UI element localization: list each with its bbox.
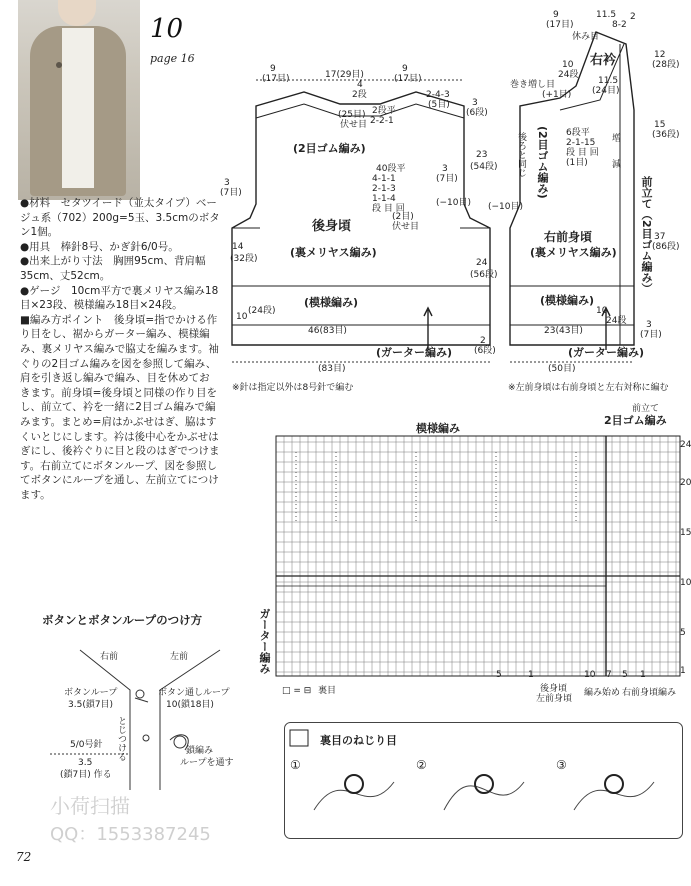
back-right-armhole-rows: (7目)	[436, 174, 458, 184]
watermark-line1: 小荷扫描	[50, 794, 130, 818]
back-armhole-dec-3: 1-1-4	[372, 194, 396, 204]
front-stitch2: (模様編み)	[540, 294, 595, 307]
attach-label: とじつける	[116, 716, 126, 761]
make-inc-count: (+1目)	[542, 90, 572, 100]
back-left-length: 14	[232, 242, 244, 252]
front-right-h2-rows: (36段)	[652, 130, 680, 140]
chart-right-front-label: 右前身頃編み	[622, 688, 677, 698]
left-front-label: 左前	[170, 652, 189, 662]
collar-title: 右衿	[590, 53, 617, 68]
button-through-size: 10(鎖18目)	[166, 700, 214, 710]
back-shoulder-top-rows: (5目)	[428, 100, 450, 110]
chart-row-20: 20	[680, 478, 691, 488]
chain-size: 3.5	[78, 758, 93, 768]
materials-block	[20, 196, 220, 502]
front-rest-label: 休み目	[572, 32, 600, 42]
chart-start-label: 編み始め	[584, 688, 621, 698]
front-minus10: (−10目)	[488, 202, 524, 212]
back-garter-label: (ガーター編み)	[376, 346, 453, 359]
chain-loop-label: 鎖編み	[186, 746, 214, 756]
front-top-width-rows: (17目)	[546, 20, 574, 30]
page-number: 72	[16, 850, 32, 864]
front-right-h3-rows: (86段)	[652, 242, 680, 252]
technique-step-3: ③	[556, 758, 567, 772]
front-top-right: 2	[630, 12, 636, 22]
button-loop-label: ボタンループ	[64, 688, 118, 698]
front-right-h2: 15	[654, 120, 666, 130]
hook-label: 5/0号針	[70, 740, 103, 750]
pattern-number: 10	[150, 14, 184, 44]
chart-pattern-title: 模様編み	[416, 422, 460, 435]
chart-col-1b: 1	[640, 670, 646, 680]
make-inc-label: 巻き増し目	[510, 80, 556, 90]
front-garter-label: (ガーター編み)	[568, 346, 645, 359]
front-top-width: 9	[553, 10, 559, 20]
back-armhole-dec-1: 4-1-1	[372, 174, 396, 184]
back-rib-label: (2目ゴム編み)	[293, 142, 366, 155]
front-width-bottom: 23(43目)	[544, 326, 583, 336]
back-armhole-dec-2: 2-1-3	[372, 184, 396, 194]
front-dec-label2: 減	[612, 160, 622, 170]
back-top-w1: 9	[270, 64, 276, 74]
front-right-h1-rows: (28段)	[652, 60, 680, 70]
chart-legend-equal: □ = ⊟	[282, 686, 312, 696]
chart-legend-purl: 裏目	[318, 686, 337, 696]
back-shoulder-top: 2-4-3	[426, 90, 450, 100]
back-top-w2: 17(29目)	[325, 70, 364, 80]
front-stitch1: (裏メリヤス編み)	[530, 246, 617, 259]
button-through-label: ボタン通しループ	[158, 688, 230, 698]
chart-rib-title: 2目ゴム編み	[604, 414, 667, 427]
back-armhole-bind: (2目)	[392, 212, 414, 222]
back-right-top: 3	[472, 98, 478, 108]
model-photo	[18, 0, 140, 200]
back-right-border: 2	[480, 336, 486, 346]
front-right-h3: 37	[654, 232, 666, 242]
collar-rows: 10	[562, 60, 574, 70]
back-minus10: (−10目)	[436, 198, 472, 208]
front-body-title: 右前身頃	[544, 230, 593, 244]
watermark-line2: QQ：1553387245	[50, 824, 211, 845]
back-left-armhole-rows: (7目)	[220, 188, 242, 198]
technique-step-1: ①	[290, 758, 301, 772]
back-stitch1: (裏メリヤス編み)	[290, 246, 377, 259]
back-top-w3: 9	[402, 64, 408, 74]
front-bottom-right: 3	[646, 320, 652, 330]
stitch-chart-grid	[276, 432, 688, 682]
back-shoulder-rows: 2段平	[372, 106, 396, 116]
tools-text: ●用具 棒針8号、かぎ針6/0号。	[20, 240, 179, 253]
back-right-height: 23	[476, 150, 488, 160]
front-right-h1: 12	[654, 50, 666, 60]
button-section-title: ボタンとボタンループのつけ方	[42, 613, 203, 627]
gauge-text: ●ゲージ 10cm平方で裏メリヤス編み18目×23段、模様編み18目×24段。	[20, 284, 219, 312]
technique-title: 裏目のねじり目	[320, 734, 397, 747]
back-right-lower-rows: (56段)	[470, 270, 498, 280]
chart-col-5b: 5	[622, 670, 628, 680]
chart-row-5: 5	[680, 628, 686, 638]
chart-garter-label: ガーター編み	[258, 608, 271, 674]
right-front-label: 右前	[100, 652, 119, 662]
back-right-top-rows: (6段)	[466, 108, 488, 118]
front-rib-vertical: (2目ゴム編み)	[536, 126, 549, 199]
back-right-height-rows: (54段)	[470, 162, 498, 172]
back-neck-rows2: 2段	[352, 90, 367, 100]
back-body-schematic	[220, 0, 500, 380]
chain-note: (鎖7目) 作る	[60, 770, 112, 780]
front-bottom-right-rows: (7目)	[640, 330, 662, 340]
chart-col-1: 1	[528, 670, 534, 680]
chart-col-5: 5	[496, 670, 502, 680]
back-armhole-dec-4: 段 目 回	[372, 204, 405, 214]
collar-rows2: 24段	[558, 70, 579, 80]
back-width-bottom: 46(83目)	[308, 326, 347, 336]
chart-col-7: 7	[606, 670, 612, 680]
back-neck-bind: (25目)	[338, 110, 366, 120]
chart-row-1: 1	[680, 666, 686, 676]
chart-back-label: 後身頃	[540, 684, 568, 694]
back-top-w1-rows: (17目)	[262, 74, 290, 84]
front-dec-values-2: 段 目 回	[566, 148, 599, 158]
points-text: ■編み方ポイント 後身頃=指でかける作り目をし、裾からガーター編み、模様編み、裏メリヤス編みで脇丈を編みます。袖ぐりの2目ゴム編みを図を参照して編み、肩を引き返し編みで編み、目を休めておきます。前身頃=後身頃と同様の作り目をし、前立て、衿を一緒に2目ゴム編みで編みます。まとめ=肩はかぶせはぎ、脇はすくいとじにします。衿は後中心をかぶせはぎにし、後衿ぐりに目と段のはぎでつけます。右前立てにボタンループ、図を参照してボタンにループを通し、左前立てにつけます。	[20, 313, 220, 501]
button-loop-size: 3.5(鎖7目)	[68, 700, 114, 710]
front-top-right2: 8-2	[612, 20, 627, 30]
back-stitch2: (模様編み)	[304, 296, 359, 309]
chart-row-15: 15	[680, 528, 691, 538]
chart-left-front-label: 左前身頃	[536, 694, 573, 704]
front-dec-count: (1目)	[566, 158, 588, 168]
left-front-note: ※左前身頃は右前身頃と左右対称に編む	[508, 383, 669, 393]
loop-through-label: ループを通す	[180, 758, 234, 768]
back-left-pattern: 10	[236, 312, 248, 322]
back-neck-rows: 4	[357, 80, 363, 90]
front-dec-values-1: 2-1-15	[566, 138, 596, 148]
front-inc-label: 増	[612, 134, 622, 144]
back-left-pattern-rows: (24段)	[248, 306, 276, 316]
back-left-armhole: 3	[224, 178, 230, 188]
technique-step-2: ②	[416, 758, 427, 772]
chart-row-10: 10	[680, 578, 691, 588]
page-reference: page 16	[150, 52, 195, 65]
back-neck-bind2: 伏せ目	[340, 120, 368, 130]
back-top-w3-rows: (17目)	[394, 74, 422, 84]
size-text: ●出来上がり寸法 胸囲95cm、背肩幅35cm、丈52cm。	[20, 255, 206, 282]
chart-front-band: 前立て	[632, 404, 660, 414]
chart-row-24: 24	[680, 440, 691, 450]
collar-width: 11.5	[598, 76, 619, 86]
front-width-count: (50目)	[548, 364, 576, 374]
back-left-length-rows: (32段)	[230, 254, 258, 264]
back-right-lower: 24	[476, 258, 488, 268]
back-right-border-rows: (6段)	[474, 346, 496, 356]
back-right-armhole: 3	[442, 164, 448, 174]
front-top-total: 11.5	[596, 10, 617, 20]
needle-note: ※針は指定以外は8号針で編む	[232, 383, 354, 393]
front-dec-label: 6段平	[566, 128, 590, 138]
back-body-title: 後身頃	[312, 219, 352, 234]
front-band-label: 前立て（2目ゴム編み）	[640, 176, 653, 294]
chart-col-10: 10	[584, 670, 596, 680]
material-text: ●材料 セタツイード（並太タイプ）ベージュ系（702）200g=5玉、3.5cmのボタン1個。	[20, 197, 220, 239]
front-pattern-rows: 10	[596, 306, 608, 316]
front-pattern-rows2: 24段	[606, 316, 627, 326]
back-same-label: 後ろと同じ	[516, 132, 526, 177]
back-armhole-rows: 40段平	[376, 164, 406, 174]
back-armhole-bind2: 伏せ目	[392, 222, 420, 232]
back-width-count: (83目)	[318, 364, 346, 374]
collar-width-rows: (24目)	[592, 86, 620, 96]
back-shoulder-dec: 2-2-1	[370, 116, 394, 126]
